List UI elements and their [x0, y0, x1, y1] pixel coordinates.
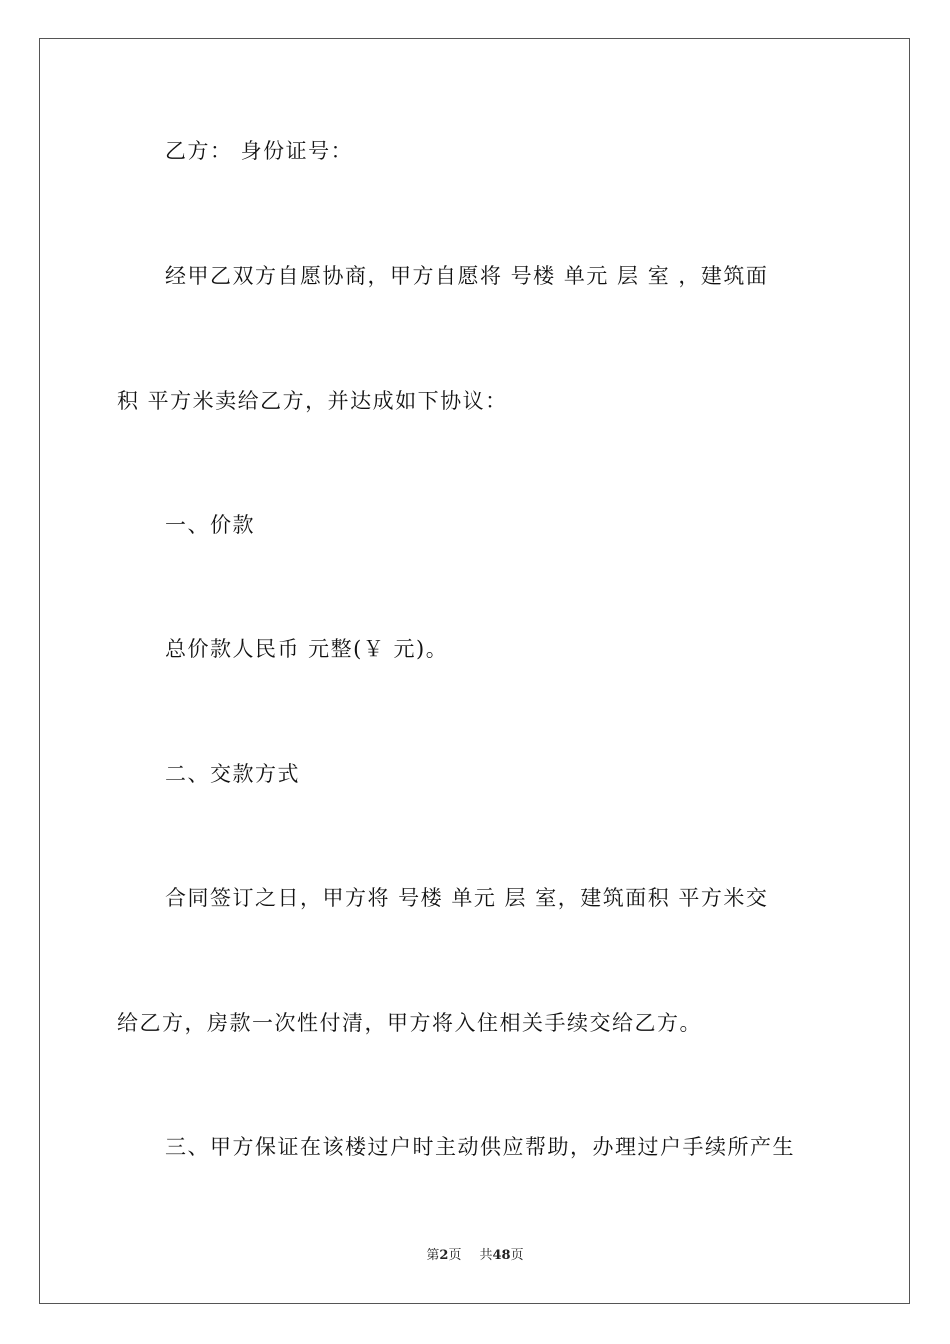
agreement-intro-line-1: 经甲乙双方自愿协商，甲方自愿将 号楼 单元 层 室 ，建筑面 [165, 264, 769, 288]
party-b-line: 乙方： 身份证号： [165, 139, 354, 163]
section-three-line: 三、甲方保证在该楼过户时主动供应帮助，办理过户手续所产生 [165, 1135, 795, 1159]
footer-total-suffix: 页 [510, 1248, 524, 1263]
footer-total-prefix: 共 [479, 1248, 493, 1263]
footer-page-number: 2 [439, 1248, 449, 1263]
page-frame [39, 38, 910, 1304]
agreement-intro-line-2: 积 平方米卖给乙方，并达成如下协议： [117, 389, 508, 413]
footer-total-pages: 48 [492, 1248, 511, 1263]
footer-page-suffix: 页 [448, 1248, 462, 1263]
footer-page-prefix: 第 [426, 1248, 440, 1263]
total-price-line: 总价款人民币 元整(￥ 元)。 [165, 637, 449, 661]
section-heading-payment: 二、交款方式 [165, 762, 300, 786]
payment-line-1: 合同签订之日，甲方将 号楼 单元 层 室，建筑面积 平方米交 [165, 886, 769, 910]
page-footer [0, 1247, 950, 1265]
section-heading-price: 一、价款 [165, 513, 255, 537]
payment-line-2: 给乙方，房款一次性付清，甲方将入住相关手续交给乙方。 [117, 1011, 702, 1035]
